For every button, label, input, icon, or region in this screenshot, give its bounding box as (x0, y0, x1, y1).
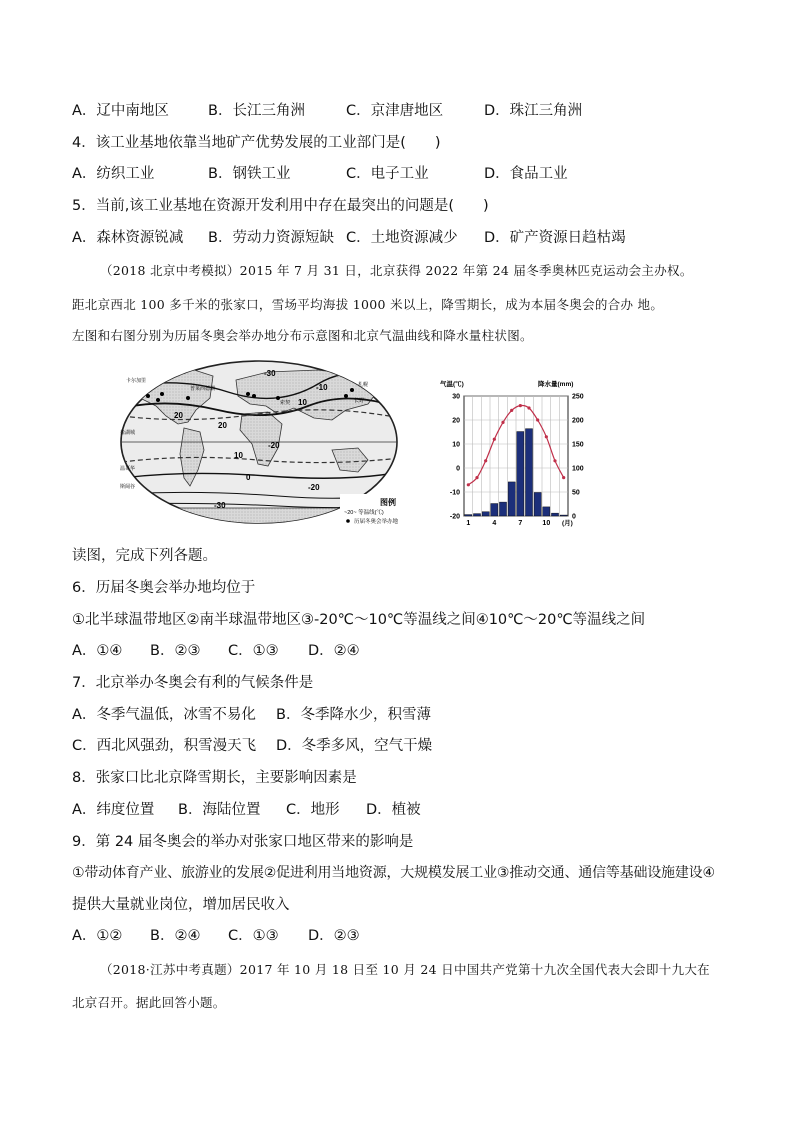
q9-option-d[interactable]: D．②③ (308, 928, 360, 944)
intro1-line2: 距北京西北 100 多千米的张家口，雪场平均海拔 1000 米以上，降雪期长，成为本届冬奥会的合办 地。 (72, 297, 664, 312)
right-tick-label: 150 (572, 441, 584, 449)
q4-option-a[interactable]: A．纺织工业 (72, 166, 155, 182)
place-label: 长野 (354, 398, 365, 404)
q9-choices-line2: 提供大量就业岗位，增加居民收入 (72, 897, 290, 913)
read-prompt: 读图，完成下列各题。 (72, 548, 217, 564)
host-marker (186, 396, 190, 400)
place-label: 温哥华 (120, 466, 136, 472)
temperature-point (519, 404, 522, 407)
q6-option-b[interactable]: B．②③ (150, 643, 201, 659)
temperature-point (545, 435, 548, 438)
intro1-line1: （2018 北京中考模拟）2015 年 7 月 31 日，北京获得 2022 年第 24 届冬季奥林匹克运动会主办权。 (100, 263, 693, 278)
right-axis-title: 降水量(mm) (538, 381, 574, 388)
precipitation-bar (473, 514, 480, 516)
isotherm-label: 20 (174, 411, 183, 420)
q4-stem: 4．该工业基地依靠当地矿产优势发展的工业部门是( ) (72, 135, 441, 151)
precipitation-bar (517, 432, 524, 516)
world-map-svg (118, 358, 400, 526)
right-tick-label: 50 (572, 489, 580, 497)
q8-option-d[interactable]: D．植被 (366, 802, 421, 818)
x-unit-label: (月) (562, 520, 573, 527)
temperature-point (467, 483, 470, 486)
temperature-point (475, 476, 478, 479)
host-marker (146, 394, 150, 398)
place-label: 盐湖城 (120, 430, 136, 436)
q8-option-b[interactable]: B．海陆位置 (178, 802, 261, 818)
q6-option-a[interactable]: A．①④ (72, 643, 123, 659)
temperature-point (493, 438, 496, 441)
isotherm-label: -30 (214, 501, 226, 510)
right-tick-label: 200 (572, 417, 584, 425)
intro2-line1: （2018·江苏中考真题）2017 年 10 月 18 日至 10 月 24 日中国共产党第十九次全国代表大会即十九大在 (100, 962, 710, 977)
q3-option-b[interactable]: B．长江三角洲 (208, 103, 305, 119)
q6-option-c[interactable]: C．①③ (228, 643, 279, 659)
precipitation-bar (508, 482, 515, 516)
beijing-climate-chart (438, 378, 598, 536)
isotherm-label: -10 (316, 383, 328, 392)
q6-choices: ①北半球温带地区②南半球温带地区③-20℃～10℃等温线之间④10℃～20℃等温线之间 (72, 612, 646, 628)
q5-option-b[interactable]: B．劳动力资源短缺 (208, 230, 334, 246)
isotherm-label: -20 (268, 441, 280, 450)
climograph-svg (438, 378, 598, 536)
isotherm-label: 20 (218, 421, 227, 430)
q5-stem: 5．当前,该工业基地在资源开发利用中存在最突出的问题是( ) (72, 198, 489, 214)
precipitation-bar (499, 502, 506, 516)
left-tick-label: 30 (452, 393, 460, 401)
q9-choices-line1: ①带动体育产业、旅游业的发展②促进利用当地资源，大规模发展工业③推动交通、通信等基础设施建设④ (72, 865, 715, 881)
temperature-point (527, 406, 530, 409)
isotherm-label: 10 (298, 398, 307, 407)
q9-option-c[interactable]: C．①③ (228, 928, 279, 944)
q9-stem: 9．第 24 届冬奥会的举办对张家口地区带来的影响是 (72, 834, 414, 850)
q8-stem: 8．张家口比北京降雪期长，主要影响因素是 (72, 770, 357, 786)
temperature-point (501, 421, 504, 424)
q6-stem: 6．历届冬奥会举办地均位于 (72, 580, 256, 596)
place-label: 卡尔加里 (126, 378, 147, 384)
q3-option-d[interactable]: D．珠江三角洲 (484, 103, 583, 119)
intro1-line3: 左图和右图分别为历届冬奥会举办地分布示意图和北京气温曲线和降水量柱状图。 (72, 328, 533, 343)
precipitation-bar (551, 513, 558, 516)
legend-host: 历届冬奥会举办地 (354, 519, 399, 525)
q7-option-b[interactable]: B．冬季降水少，积雪薄 (276, 707, 431, 723)
legend-isotherm: ~20~ 等温线(℃) (344, 510, 384, 516)
q5-option-d[interactable]: D．矿产资源日趋枯竭 (484, 230, 626, 246)
right-tick-label: 0 (572, 513, 576, 521)
precipitation-bar (465, 515, 472, 516)
x-tick-label: 7 (518, 520, 523, 527)
temperature-point (510, 409, 513, 412)
isotherm-label: 10 (234, 451, 243, 460)
place-label: 索契 (280, 400, 291, 406)
host-marker (350, 388, 354, 392)
legend-title: 图例 (380, 498, 396, 507)
precipitation-bar (543, 507, 550, 516)
q9-option-b[interactable]: B．②④ (150, 928, 201, 944)
legend-host-marker (346, 519, 350, 523)
isotherm-label: -30 (264, 369, 276, 378)
host-marker (246, 392, 250, 396)
q6-option-d[interactable]: D．②④ (308, 643, 360, 659)
left-tick-label: 0 (456, 465, 460, 473)
precipitation-bar (560, 515, 567, 516)
x-tick-label: 10 (542, 520, 551, 527)
left-tick-label: 10 (452, 441, 460, 449)
q3-option-a[interactable]: A．辽中南地区 (72, 103, 169, 119)
temperature-point (553, 459, 556, 462)
host-marker (160, 392, 164, 396)
left-tick-label: -20 (449, 513, 460, 521)
precipitation-bar (534, 492, 541, 516)
q8-option-a[interactable]: A．纬度位置 (72, 802, 155, 818)
q4-option-b[interactable]: B．钢铁工业 (208, 166, 291, 182)
place-label: 札幌 (358, 382, 369, 388)
q7-option-c[interactable]: C．西北风强劲，积雪漫天飞 (72, 738, 257, 754)
temperature-point (484, 459, 487, 462)
precipitation-bar (525, 429, 532, 516)
q9-option-a[interactable]: A．①② (72, 928, 123, 944)
q8-option-c[interactable]: C．地形 (286, 802, 340, 818)
place-label: 普莱西德湖 (190, 386, 216, 392)
host-marker (156, 398, 160, 402)
temperature-point (536, 418, 539, 421)
q4-option-d[interactable]: D．食品工业 (484, 166, 568, 182)
left-tick-label: -10 (449, 489, 460, 497)
temperature-point (562, 476, 565, 479)
place-label: 斯阔谷 (120, 484, 136, 490)
q5-option-a[interactable]: A．森林资源锐减 (72, 230, 184, 246)
host-marker (344, 394, 348, 398)
host-marker (252, 394, 256, 398)
precipitation-bar (491, 504, 498, 516)
left-axis-title: 气温(℃) (440, 381, 464, 388)
isotherm-label: 0 (246, 473, 251, 482)
q5-option-c[interactable]: C．土地资源减少 (346, 230, 458, 246)
q7-option-a[interactable]: A．冬季气温低，冰雪不易化 (72, 707, 256, 723)
winter-olympics-map (118, 358, 400, 526)
left-tick-label: 20 (452, 417, 460, 425)
precipitation-bar (482, 512, 489, 516)
intro2-line2: 北京召开。据此回答小题。 (72, 995, 226, 1010)
q7-option-d[interactable]: D．冬季多风，空气干燥 (276, 738, 433, 754)
right-tick-label: 100 (572, 465, 584, 473)
q4-option-c[interactable]: C．电子工业 (346, 166, 429, 182)
x-tick-label: 4 (492, 520, 497, 527)
q7-stem: 7．北京举办冬奥会有利的气候条件是 (72, 675, 314, 691)
right-tick-label: 250 (572, 393, 584, 401)
q3-option-c[interactable]: C．京津唐地区 (346, 103, 444, 119)
isotherm-label: -20 (308, 483, 320, 492)
x-tick-label: 1 (466, 520, 471, 527)
